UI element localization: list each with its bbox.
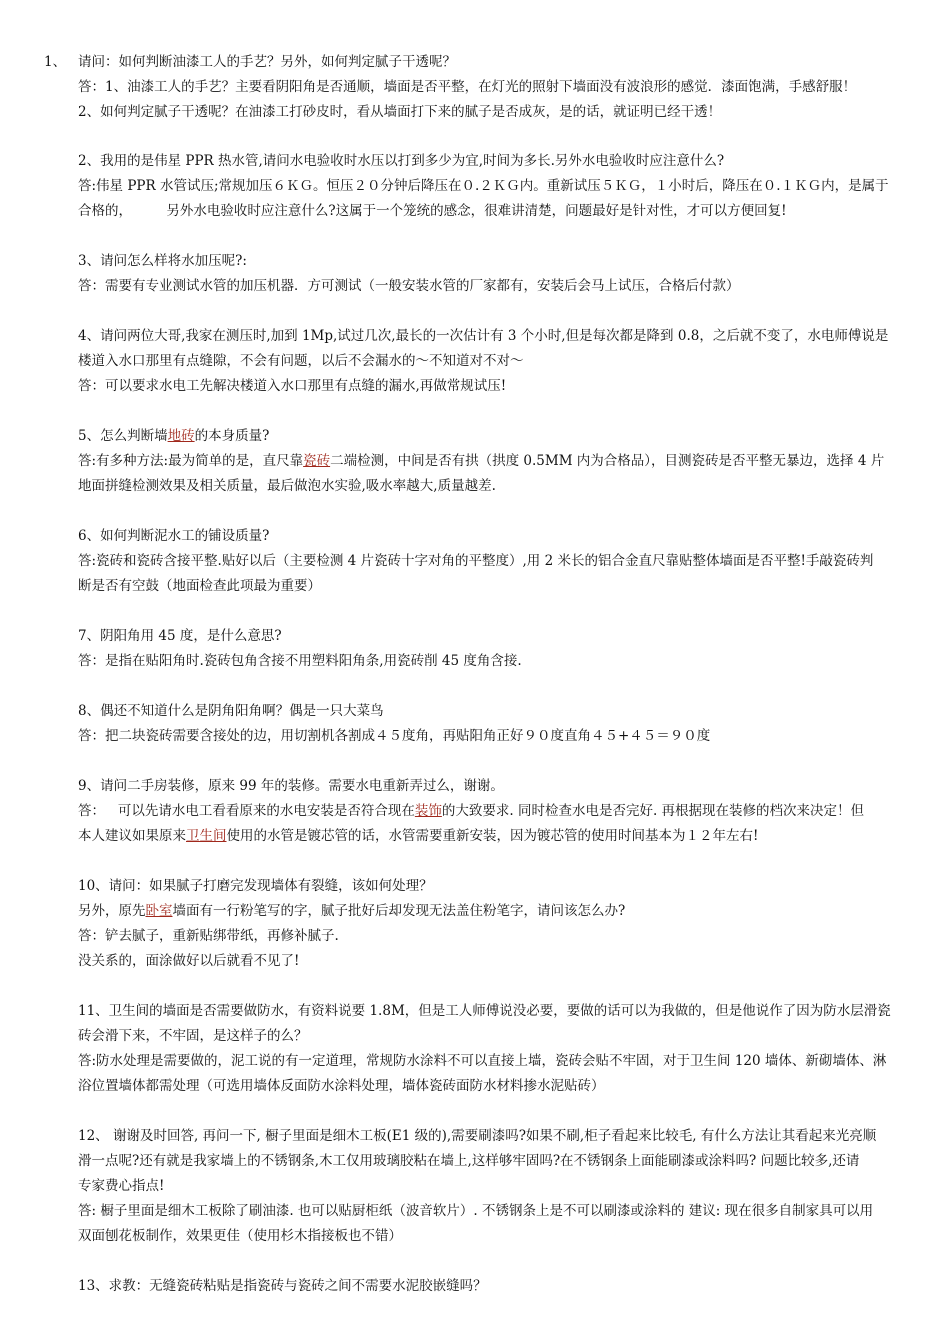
answer-9-line-1 — [78, 801, 908, 823]
answer-1-line-1: 答：1、油漆工人的手艺？主要看阴阳角是否通顺，墙面是否平整，在灯光的照射下墙面没有波浪形的感觉．漆面饱满，手感舒服！ — [78, 79, 857, 95]
question-9: 9、请问二手房装修，原来 99 年的装修。需要水电重新弄过么，谢谢。 — [78, 778, 504, 794]
answer-5-text-b: 二端检测，中间是否有拱（拱度 0.5MM 内为合格品），目测瓷砖是否平整无暴边，选择 4 片 — [330, 453, 885, 469]
answer-2-line-1: 答:伟星 PPR 水管试压;常规加压６ＫＧ。恒压２０分钟后降压在０.２ＫＧ内。重新试压５ＫＧ，１小时后，降压在０.１ＫＧ内，是属于 — [78, 178, 889, 194]
question-12-line-1: 12、 谢谢及时回答, 再问一下, 橱子里面是细木工板(E1 级的),需要刷漆吗?如果不刷,柜子看起来比较毛, 有什么方法让其看起来光亮顺 — [78, 1128, 877, 1144]
link-bedroom[interactable]: 卧室 — [145, 903, 173, 919]
answer-6-line-2: 断是否有空鼓（地面检查此项最为重要） — [78, 578, 321, 594]
answer-12-line-1: 答: 橱子里面是细木工板除了刷油漆. 也可以贴厨柜纸（波音软片）. 不锈钢条上是不可以刷漆或涂料的 建议: 现在很多自制家具可以用 — [78, 1203, 874, 1219]
answer-9-text-d: 使用的水管是镀芯管的话，水管需要重新安装，因为镀芯管的使用时间基本为１２年左右! — [226, 828, 759, 844]
question-5 — [78, 426, 908, 448]
answer-8: 答：把二块瓷砖需要含接处的边，用切割机各割成４５度角，再贴阳角正好９０度直角４５+４５＝９０度 — [78, 728, 711, 744]
answer-11-line-1: 答:防水处理是需要做的，泥工说的有一定道理，常规防水涂料不可以直接上墙，瓷砖会贴不牢固，对于卫生间 120 墙体、新砌墙体、淋 — [78, 1053, 887, 1069]
answer-10-line-1: 答：铲去腻子，重新贴绑带纸，再修补腻子. — [78, 928, 339, 944]
question-10-text-b: 墙面有一行粉笔写的字，腻子批好后却发现无法盖住粉笔字，请问该怎么办? — [172, 903, 626, 919]
answer-9-line-2 — [78, 826, 908, 848]
link-floor-tile[interactable]: 地砖 — [167, 428, 195, 444]
answer-3: 答：需要有专业测试水管的加压机器．方可测试（一般安装水管的厂家都有，安装后会马上试压，合格后付款） — [78, 278, 740, 294]
answer-4: 答：可以要求水电工先解决楼道入水口那里有点缝的漏水,再做常规试压! — [78, 378, 507, 394]
question-8: 8、偶还不知道什么是阴角阳角啊？偶是一只大菜鸟 — [78, 703, 384, 719]
question-7: 7、阴阳角用 45 度，是什么意思? — [78, 628, 282, 644]
question-10: 10、请问：如果腻子打磨完发现墙体有裂缝，该如何处理？ — [78, 878, 433, 894]
question-11-line-2: 砖会滑下来，不牢固，是这样子的么？ — [78, 1028, 308, 1044]
question-2: 2、我用的是伟星 PPR 热水管,请问水电验收时水压以打到多少为宜,时间为多长.另外水电验收时应注意什么? — [78, 153, 725, 169]
question-4-line-2: 楼道入水口那里有点缝隙，不会有问题，以后不会漏水的～不知道对不对～ — [78, 353, 524, 369]
question-5-text-b: 的本身质量? — [194, 428, 270, 444]
question-12-line-3: 专家费心指点! — [78, 1178, 165, 1194]
answer-7: 答：是指在贴阳角时.瓷砖包角含接不用塑料阳角条,用瓷砖削 45 度角含接. — [78, 653, 522, 669]
answer-5-line-1 — [78, 451, 908, 473]
answer-1-line-2: 2、如何判定腻子干透呢？在油漆工打砂皮时，看从墙面打下来的腻子是否成灰，是的话，就证明已经干透！ — [78, 104, 722, 120]
question-3: 3、请问怎么样将水加压呢?: — [78, 253, 247, 269]
answer-12-line-2: 双面刨花板制作，效果更佳（使用杉木指接板也不错） — [78, 1228, 402, 1244]
answer-10-line-2: 没关系的，面涂做好以后就看不见了! — [78, 953, 300, 969]
question-10-line-2 — [78, 901, 908, 923]
answer-9-text-a: 答： 可以先请水电工看看原来的水电安装是否符合现在 — [78, 803, 415, 819]
link-bathroom[interactable]: 卫生间 — [186, 828, 227, 844]
answer-11-line-2: 浴位置墙体都需处理（可选用墙体反面防水涂料处理，墙体瓷砖面防水材料掺水泥贴砖） — [78, 1078, 605, 1094]
answer-5-text-a: 答:有多种方法:最为简单的是，直尺靠 — [78, 453, 304, 469]
question-10-text-a: 另外，原先 — [78, 903, 146, 919]
answer-2-line-2: 合格的， 另外水电验收时应注意什么?这属于一个笼统的感念，很难讲清楚，问题最好是针对性，才可以方便回复! — [78, 203, 787, 219]
question-13: 13、求教：无缝瓷砖粘贴是指瓷砖与瓷砖之间不需要水泥胶嵌缝吗？ — [78, 1278, 487, 1294]
answer-6-line-1: 答:瓷砖和瓷砖含接平整.贴好以后（主要检测 4 片瓷砖十字对角的平整度）,用 2 米长的铝合金直尺靠贴整体墙面是否平整!手敲瓷砖判 — [78, 553, 874, 569]
answer-5-line-2: 地面拼缝检测效果及相关质量，最后做泡水实验,吸水率越大,质量越差. — [78, 478, 496, 494]
question-11-line-1: 11、卫生间的墙面是否需要做防水，有资料说要 1.8M，但是工人师傅说没必要，要做的话可以为我做的，但是他说作了因为防水层滑瓷 — [78, 1003, 891, 1019]
item-number: 1、 — [44, 54, 67, 70]
link-decoration[interactable]: 装饰 — [414, 803, 442, 819]
question-6: 6、如何判断泥水工的铺设质量? — [78, 528, 270, 544]
question-4-line-1: 4、请问两位大哥,我家在测压时,加到 1Mp,试过几次,最长的一次估计有 3 个小时,但是每次都是降到 0.8，之后就不变了，水电师傅说是 — [78, 328, 889, 344]
question-1: 请问：如何判断油漆工人的手艺？另外，如何判定腻子干透呢？ — [78, 54, 456, 70]
link-ceramic-tile[interactable]: 瓷砖 — [303, 453, 331, 469]
answer-9-text-b: 的大致要求. 同时检查水电是否完好. 再根据现在装修的档次来决定！但 — [441, 803, 865, 819]
answer-9-text-c: 本人建议如果原来 — [78, 828, 186, 844]
question-5-text-a: 5、怎么判断墙 — [78, 428, 168, 444]
question-12-line-2: 滑一点呢?还有就是我家墙上的不锈钢条,木工仅用玻璃胶粘在墙上,这样够牢固吗?在不锈钢条上面能刷漆或涂料吗? 问题比较多,还请 — [78, 1153, 860, 1169]
